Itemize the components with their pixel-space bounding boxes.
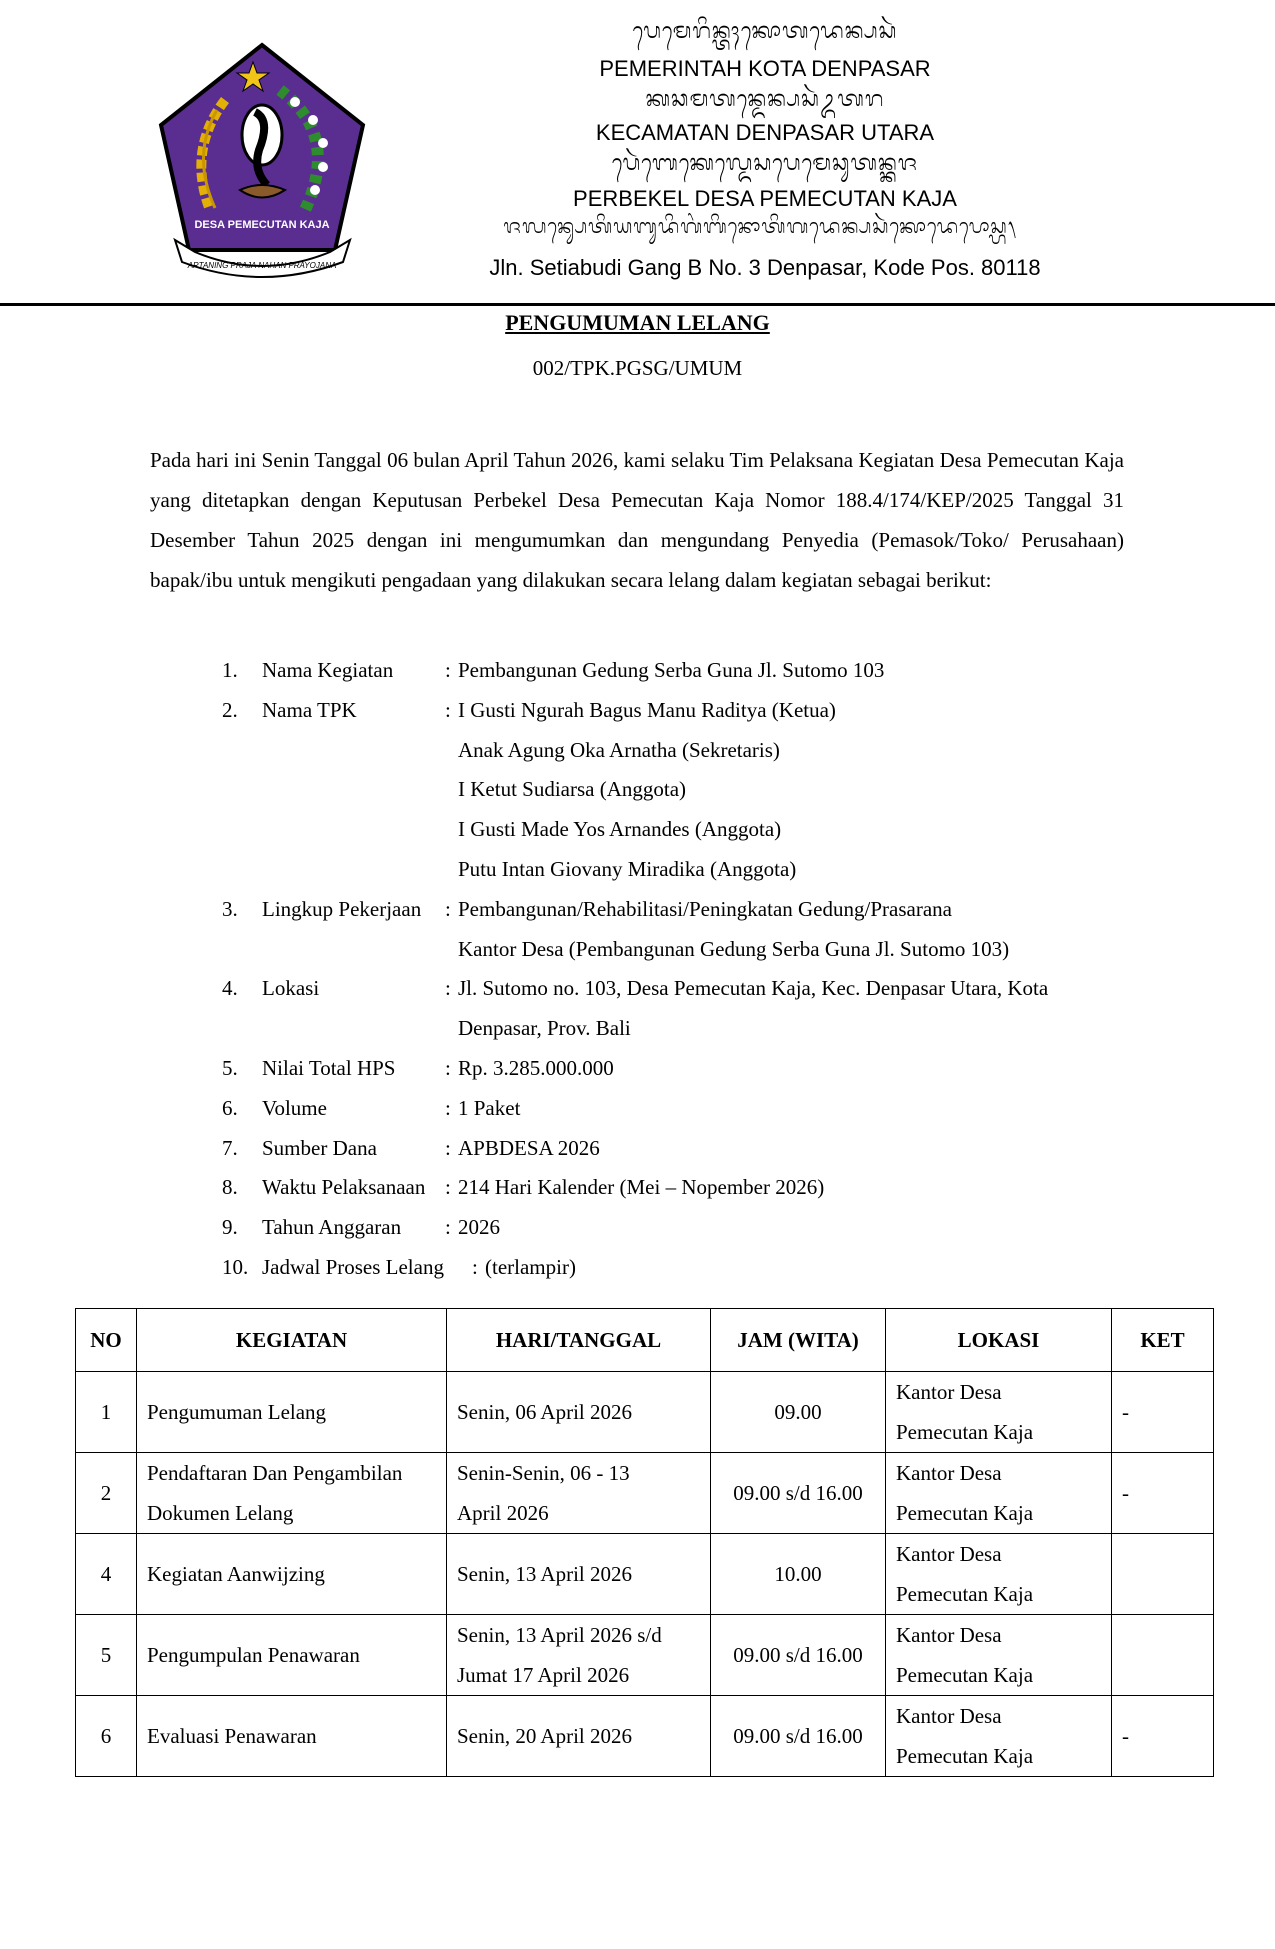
cell-ket bbox=[1112, 1615, 1214, 1696]
cell-kegiatan-line: Evaluasi Penawaran bbox=[147, 1724, 317, 1748]
schedule-table bbox=[75, 1308, 1214, 1777]
cell-tanggal bbox=[447, 1615, 711, 1696]
detail-number: 6. bbox=[222, 1096, 238, 1120]
detail-number: 8. bbox=[222, 1175, 238, 1199]
cell-no: 1 bbox=[76, 1372, 137, 1453]
detail-value: Denpasar, Prov. Bali bbox=[458, 1016, 631, 1040]
cell-tanggal bbox=[447, 1453, 711, 1534]
balinese-script-line-4: ᬚᬮᬦ᭄ᬲᬾᬢᬶᬬᬩᬸᬤᬶᬕᬂᬩᬶᬦᭀᬢᬶᬕᬤᬾᬦ᭄ᬧᬲᬃᬓᭀᬤᬾᬧᭀᬲ᭄ᬳ᭞ bbox=[503, 214, 1017, 238]
government-name: PEMERINTAH KOTA DENPASAR bbox=[599, 56, 931, 81]
cell-tanggal-line: Senin, 13 April 2026 bbox=[457, 1562, 633, 1586]
emblem-motto: ARTANING PRAJA NAHAN PRAYOJANA bbox=[187, 261, 337, 270]
emblem-caption: DESA PEMECUTAN KAJA bbox=[194, 219, 330, 231]
cell-no: 5 bbox=[76, 1615, 137, 1696]
detail-colon: : bbox=[445, 897, 451, 921]
cell-kegiatan bbox=[137, 1696, 447, 1777]
cell-jam: 09.00 s/d 16.00 bbox=[711, 1615, 886, 1696]
district-name: KECAMATAN DENPASAR UTARA bbox=[595, 120, 935, 145]
detail-value: Rp. 3.285.000.000 bbox=[458, 1056, 614, 1080]
cell-tanggal bbox=[447, 1534, 711, 1615]
detail-value: I Gusti Made Yos Arnandes (Anggota) bbox=[458, 817, 782, 841]
header-jam: JAM (WITA) bbox=[711, 1309, 886, 1372]
detail-value: APBDESA 2026 bbox=[458, 1136, 600, 1160]
cell-jam: 09.00 bbox=[711, 1372, 886, 1453]
detail-number: 2. bbox=[222, 698, 238, 722]
cell-lokasi-line: Kantor Desa bbox=[896, 1704, 1002, 1728]
cell-lokasi-line: Kantor Desa bbox=[896, 1623, 1002, 1647]
cell-lokasi-line: Pemecutan Kaja bbox=[896, 1744, 1034, 1768]
detail-value: 214 Hari Kalender (Mei – Nopember 2026) bbox=[458, 1175, 825, 1199]
table-row bbox=[76, 1696, 1214, 1777]
detail-label: Jadwal Proses Lelang bbox=[262, 1255, 444, 1279]
cell-kegiatan bbox=[137, 1453, 447, 1534]
cell-tanggal bbox=[447, 1372, 711, 1453]
village-office-name: PERBEKEL DESA PEMECUTAN KAJA bbox=[573, 186, 957, 211]
cell-jam: 09.00 s/d 16.00 bbox=[711, 1696, 886, 1777]
table-row bbox=[76, 1615, 1214, 1696]
detail-colon: : bbox=[445, 976, 451, 1000]
header-hari-tanggal: HARI/TANGGAL bbox=[447, 1309, 711, 1372]
cell-no: 6 bbox=[76, 1696, 137, 1777]
cell-tanggal-line: Jumat 17 April 2026 bbox=[457, 1663, 630, 1687]
header-ket: KET bbox=[1112, 1309, 1214, 1372]
intro-paragraph: Pada hari ini Senin Tanggal 06 bulan April Tahun 2026, kami selaku Tim Pelaksana Kegiatan Desa Pemecutan Kaja yang ditetapkan dengan Keputusan Perbekel Desa Pemecutan Kaja Nomor 188.4/174/KEP/2025 Tanggal 31 Desember Tahun 2025 dengan ini mengumumkan dan mengundang Penyedia (Pemasok/Toko/ Perusahaan) bapak/ibu untuk mengikuti pengadaan yang dilakukan secara lelang dalam kegiatan sebagai berikut: bbox=[150, 448, 1124, 592]
cell-kegiatan bbox=[137, 1615, 447, 1696]
cell-lokasi bbox=[886, 1696, 1112, 1777]
table-row bbox=[76, 1453, 1214, 1534]
cell-ket bbox=[1112, 1534, 1214, 1615]
cell-ket: - bbox=[1112, 1453, 1214, 1534]
cell-kegiatan-line: Kegiatan Aanwijzing bbox=[147, 1562, 325, 1586]
village-emblem-logo bbox=[155, 40, 370, 285]
letterhead-divider bbox=[0, 303, 1275, 306]
cell-kegiatan-line: Dokumen Lelang bbox=[147, 1501, 294, 1525]
detail-label: Lokasi bbox=[262, 976, 320, 1000]
cell-tanggal-line: Senin, 20 April 2026 bbox=[457, 1724, 633, 1748]
cell-ket: - bbox=[1112, 1696, 1214, 1777]
office-address: Jln. Setiabudi Gang B No. 3 Denpasar, Kode Pos. 80118 bbox=[489, 255, 1041, 280]
detail-label: Nama TPK bbox=[262, 698, 357, 722]
cell-tanggal-line: Senin, 06 April 2026 bbox=[457, 1400, 633, 1424]
detail-label: Waktu Pelaksanaan bbox=[262, 1175, 426, 1199]
detail-colon: : bbox=[445, 1136, 451, 1160]
balinese-script-line-2: ᬓᬘᬫᬢᬦ᭄ᬤᬾᬦ᭄ᬧᬲᬃᬉᬢᬭ bbox=[645, 87, 885, 112]
detail-label: Nama Kegiatan bbox=[262, 658, 394, 682]
detail-number: 5. bbox=[222, 1056, 238, 1080]
detail-value: Pembangunan/Rehabilitasi/Peningkatan Gedung/Prasarana bbox=[458, 897, 952, 921]
detail-number: 3. bbox=[222, 897, 238, 921]
detail-number: 9. bbox=[222, 1215, 238, 1239]
detail-number: 10. bbox=[222, 1255, 249, 1279]
detail-label: Sumber Dana bbox=[262, 1136, 377, 1160]
cell-lokasi bbox=[886, 1615, 1112, 1696]
detail-number: 4. bbox=[222, 976, 238, 1000]
detail-value: Putu Intan Giovany Miradika (Anggota) bbox=[458, 857, 797, 881]
cell-tanggal-line: Senin-Senin, 06 - 13 bbox=[457, 1461, 630, 1485]
emblem-svg bbox=[155, 40, 370, 285]
cell-kegiatan bbox=[137, 1372, 447, 1453]
cell-lokasi-line: Pemecutan Kaja bbox=[896, 1501, 1034, 1525]
detail-colon: : bbox=[445, 1096, 451, 1120]
cell-lokasi bbox=[886, 1534, 1112, 1615]
cell-lokasi-line: Pemecutan Kaja bbox=[896, 1582, 1034, 1606]
detail-label: Nilai Total HPS bbox=[262, 1056, 396, 1080]
cell-lokasi-line: Kantor Desa bbox=[896, 1461, 1002, 1485]
cell-no: 2 bbox=[76, 1453, 137, 1534]
detail-value: Jl. Sutomo no. 103, Desa Pemecutan Kaja, Kec. Denpasar Utara, Kota bbox=[458, 976, 1049, 1000]
detail-value: 2026 bbox=[458, 1215, 500, 1239]
cell-kegiatan bbox=[137, 1534, 447, 1615]
detail-value: (terlampir) bbox=[485, 1255, 576, 1279]
detail-colon: : bbox=[445, 1175, 451, 1199]
detail-colon: : bbox=[445, 1056, 451, 1080]
detail-number: 7. bbox=[222, 1136, 238, 1160]
detail-colon: : bbox=[445, 658, 451, 682]
cell-kegiatan-line: Pengumpulan Penawaran bbox=[147, 1643, 360, 1667]
detail-label: Lingkup Pekerjaan bbox=[262, 897, 422, 921]
cell-jam: 10.00 bbox=[711, 1534, 886, 1615]
detail-value: Pembangunan Gedung Serba Guna Jl. Sutomo 103 bbox=[458, 658, 885, 682]
detail-value: I Gusti Ngurah Bagus Manu Raditya (Ketua) bbox=[458, 698, 836, 722]
cell-lokasi-line: Pemecutan Kaja bbox=[896, 1663, 1034, 1687]
cell-tanggal bbox=[447, 1696, 711, 1777]
table-header-row bbox=[76, 1309, 1214, 1372]
table-row bbox=[76, 1534, 1214, 1615]
detail-value: Anak Agung Oka Arnatha (Sekretaris) bbox=[458, 738, 780, 762]
cell-tanggal-line: April 2026 bbox=[457, 1501, 549, 1525]
detail-value: 1 Paket bbox=[458, 1096, 521, 1120]
document-number: 002/TPK.PGSG/UMUM bbox=[532, 356, 743, 380]
balinese-script-line-3: ᬧᬾᬃᬩᬾᬓᬾᬮ᭄ᬤᬾᬲᬧᬾᬫᬾᬘᬸᬢᬦ᭄ᬓᬚ bbox=[611, 151, 919, 176]
cell-ket: - bbox=[1112, 1372, 1214, 1453]
cell-kegiatan-line: Pendaftaran Dan Pengambilan bbox=[147, 1461, 403, 1485]
cell-jam: 09.00 s/d 16.00 bbox=[711, 1453, 886, 1534]
detail-label: Tahun Anggaran bbox=[262, 1215, 402, 1239]
cell-lokasi-line: Kantor Desa bbox=[896, 1380, 1002, 1404]
cell-tanggal-line: Senin, 13 April 2026 s/d bbox=[457, 1623, 662, 1647]
table-row bbox=[76, 1372, 1214, 1453]
balinese-script-line-1: ᬧᬾᬫᬾᬭᬶᬦ᭄ᬢᬄᬓᭀᬢᬤᬾᬦ᭄ᬧᬲᬃ bbox=[632, 19, 898, 44]
detail-value: Kantor Desa (Pembangunan Gedung Serba Guna Jl. Sutomo 103) bbox=[458, 937, 1010, 961]
detail-number: 1. bbox=[222, 658, 238, 682]
document-title: PENGUMUMAN LELANG bbox=[505, 310, 770, 335]
cell-lokasi bbox=[886, 1453, 1112, 1534]
detail-colon: : bbox=[445, 698, 451, 722]
cell-lokasi bbox=[886, 1372, 1112, 1453]
cell-lokasi-line: Kantor Desa bbox=[896, 1542, 1002, 1566]
detail-colon: : bbox=[472, 1255, 478, 1279]
header-lokasi: LOKASI bbox=[886, 1309, 1112, 1372]
detail-label: Volume bbox=[262, 1096, 327, 1120]
cell-no: 4 bbox=[76, 1534, 137, 1615]
detail-colon: : bbox=[445, 1215, 451, 1239]
cell-lokasi-line: Pemecutan Kaja bbox=[896, 1420, 1034, 1444]
detail-value: I Ketut Sudiarsa (Anggota) bbox=[458, 777, 687, 801]
header-no: NO bbox=[76, 1309, 137, 1372]
header-kegiatan: KEGIATAN bbox=[137, 1309, 447, 1372]
cell-kegiatan-line: Pengumuman Lelang bbox=[147, 1400, 327, 1424]
